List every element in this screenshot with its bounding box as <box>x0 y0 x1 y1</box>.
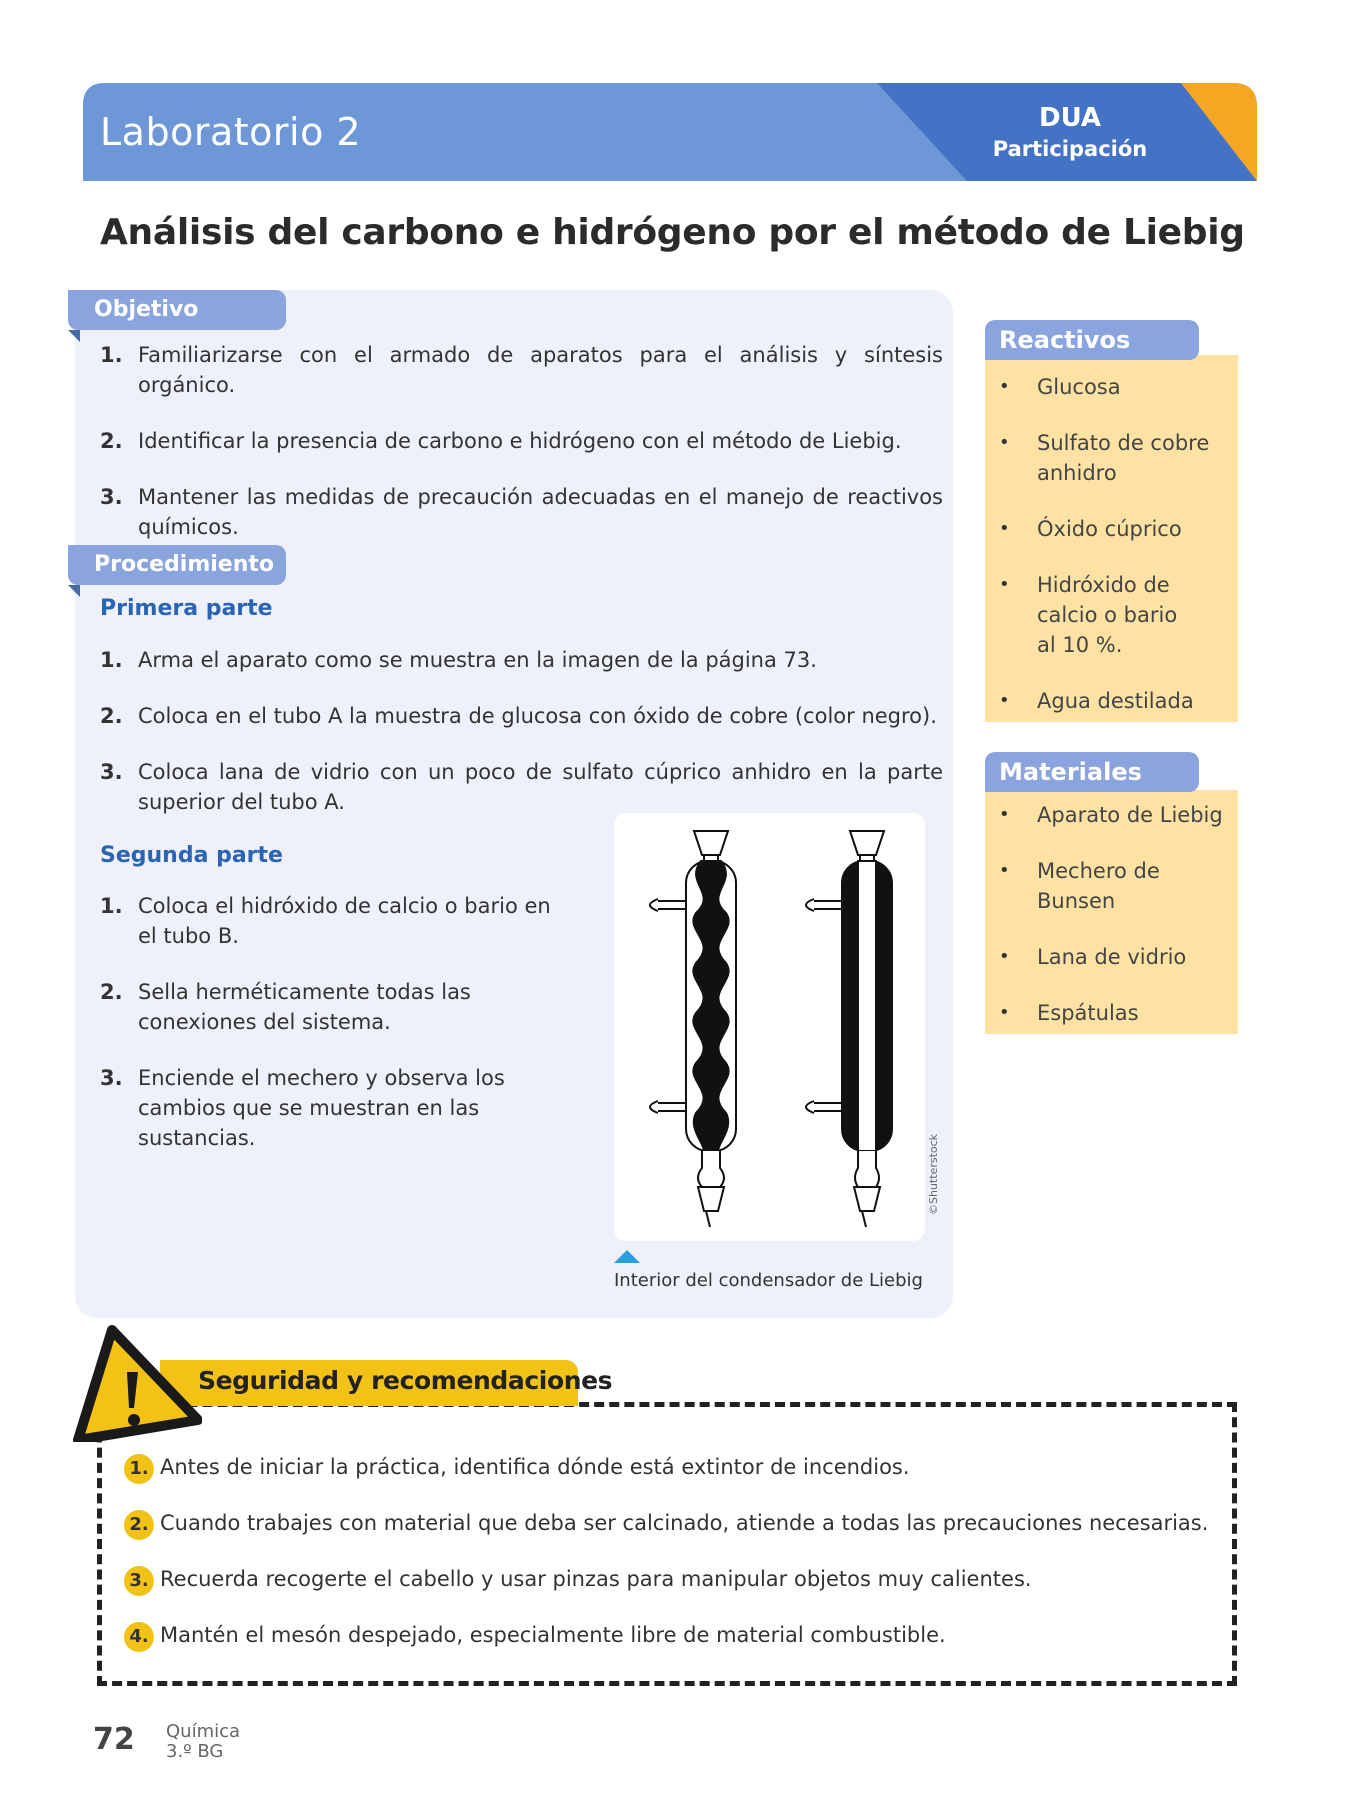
warning-icon <box>72 1322 202 1442</box>
condenser-figure <box>614 813 925 1241</box>
list-item: 2. Sella herméticamente todas las conexiones del sistema. <box>100 980 471 1034</box>
objetivo-tab <box>68 290 286 342</box>
list-item: 2. Coloca en el tubo A la muestra de glucosa con óxido de cobre (color negro). <box>100 704 937 728</box>
page-number: 72 <box>93 1722 135 1757</box>
safety-item: 1. Antes de iniciar la práctica, identifica dónde está extintor de incendios. <box>124 1452 910 1484</box>
subject-name: Química <box>166 1721 241 1742</box>
objetivo-list <box>100 340 943 568</box>
segunda-parte-heading: Segunda parte <box>100 843 283 868</box>
tab-notch <box>68 585 80 597</box>
reactivos-label: Reactivos <box>985 320 1199 360</box>
image-credit: ©Shutterstock <box>927 1133 940 1215</box>
list-item: 1. Familiarizarse con el armado de aparatos para el análisis y síntesis orgánico. <box>100 343 943 397</box>
list-item: • Sulfato de cobre anhidro <box>985 428 1235 488</box>
reactivos-list <box>985 372 1235 742</box>
list-item: • Hidróxido de calcio o bario al 10 %. <box>985 570 1235 660</box>
list-item: • Aparato de Liebig <box>985 800 1235 830</box>
safety-title: Seguridad y recomendaciones <box>198 1366 613 1395</box>
list-item: 1. Coloca el hidróxido de calcio o bario en el tubo B. <box>100 894 551 948</box>
list-item: • Espátulas <box>985 998 1235 1028</box>
safety-item: 2. Cuando trabajes con material que deba ser calcinado, atiende a todas las precauciones necesarias. <box>124 1508 1208 1540</box>
list-item: 3. Enciende el mechero y observa los cambios que se muestran en las sustancias. <box>100 1066 505 1150</box>
safety-item: 4. Mantén el mesón despejado, especialmente libre de material combustible. <box>124 1620 946 1652</box>
dua-label: DUA <box>1038 103 1102 133</box>
list-item: 1. Arma el aparato como se muestra en la imagen de la página 73. <box>100 648 817 672</box>
list-item: 2. Identificar la presencia de carbono e hidrógeno con el método de Liebig. <box>100 429 902 453</box>
list-item: • Agua destilada <box>985 686 1235 716</box>
grade-label: 3.º BG <box>166 1741 224 1762</box>
list-item: 3. Mantener las medidas de precaución adecuadas en el manejo de reactivos químicos. <box>100 485 943 539</box>
list-item: • Glucosa <box>985 372 1235 402</box>
segunda-parte-list <box>100 891 600 1179</box>
materiales-label: Materiales <box>985 752 1199 792</box>
procedimiento-label: Procedimiento <box>68 545 286 585</box>
list-item: 3. Coloca lana de vidrio con un poco de sulfato cúprico anhidro en la parte superior del tubo A. <box>100 760 943 814</box>
materiales-list <box>985 800 1235 1054</box>
figure-caption: Interior del condensador de Liebig <box>614 1270 923 1291</box>
page-title: Análisis del carbono e hidrógeno por el método de Liebig <box>100 212 1245 253</box>
objetivo-label: Objetivo <box>68 290 286 330</box>
caption-triangle-icon <box>614 1250 640 1263</box>
procedimiento-tab <box>68 545 286 597</box>
liebig-condenser-illustration <box>614 813 925 1241</box>
list-item: • Lana de vidrio <box>985 942 1235 972</box>
banner-title: Laboratorio 2 <box>100 110 362 154</box>
safety-item: 3. Recuerda recogerte el cabello y usar pinzas para manipular objetos muy calientes. <box>124 1564 1032 1596</box>
list-item: • Óxido cúprico <box>985 514 1235 544</box>
footer-subject <box>166 1722 240 1762</box>
dua-subtitle: Participación <box>992 137 1148 161</box>
primera-parte-heading: Primera parte <box>100 596 273 621</box>
tab-notch <box>68 330 80 342</box>
list-item: • Mechero de Bunsen <box>985 856 1235 916</box>
